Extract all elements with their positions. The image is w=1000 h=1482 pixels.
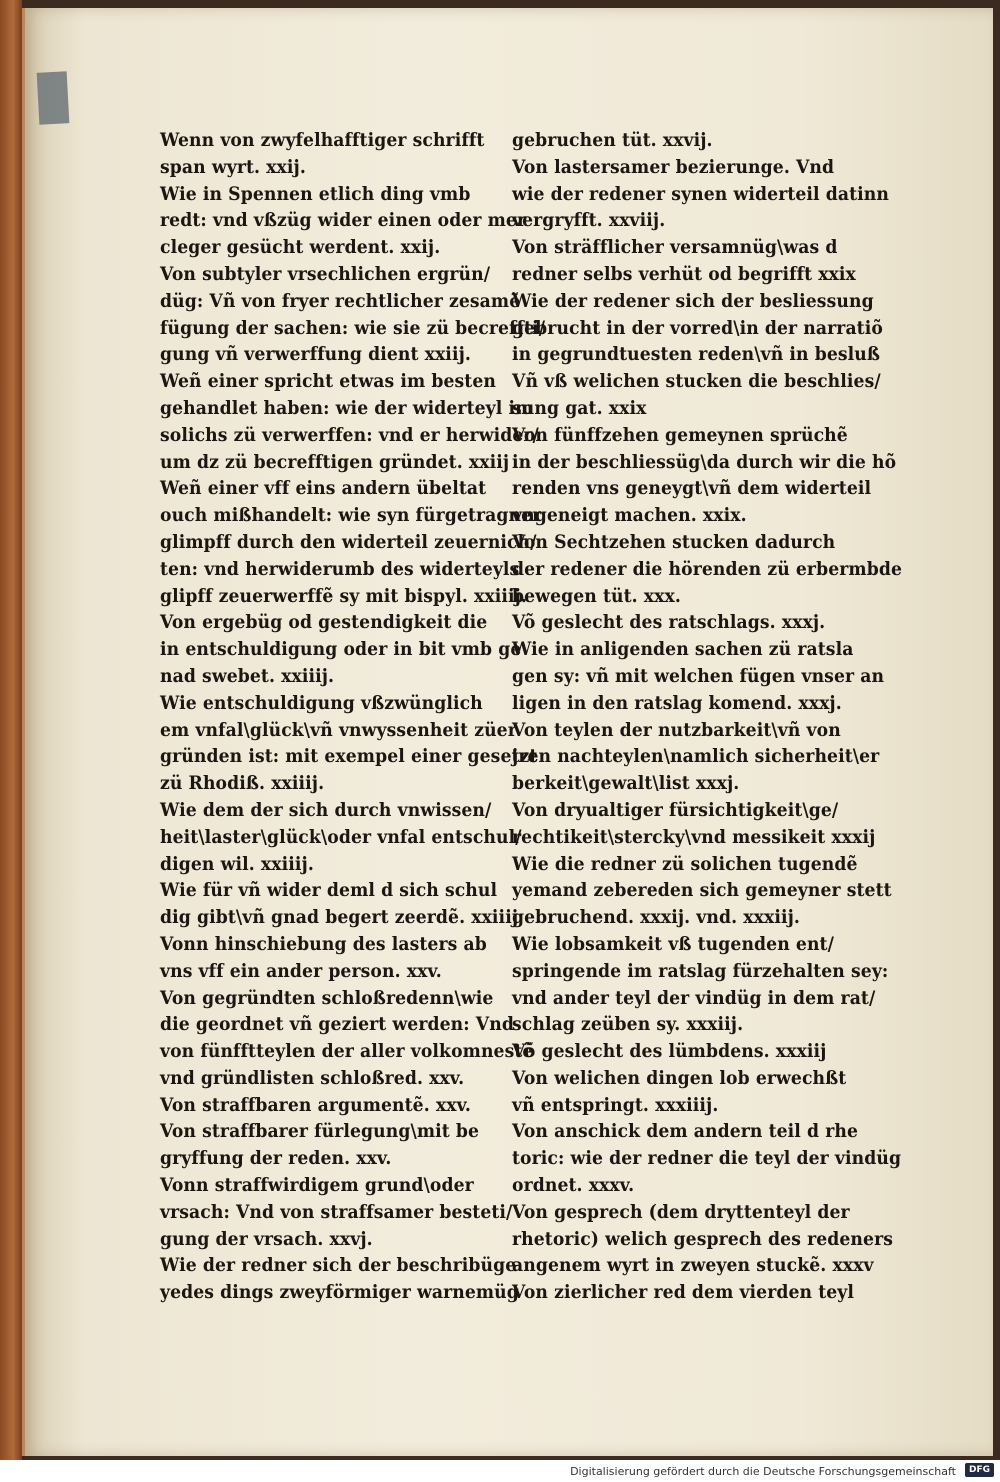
- text-line: die geordnet vñ geziert werden: Vnd: [160, 1014, 514, 1036]
- text-line: Wie der redner sich der beschribüge: [160, 1255, 517, 1277]
- text-line: glimpff durch den widerteil zeuernich/: [160, 531, 537, 553]
- text-line: vngeneigt machen. xxix.: [512, 505, 747, 527]
- text-line: sung gat. xxix: [512, 397, 647, 419]
- footer-credit: Digitalisierung gefördert durch die Deutsche Forschungsgemeinschaft: [570, 1465, 956, 1478]
- text-line: Wie in Spennen etlich ding vmb: [160, 183, 471, 205]
- text-line: berkeit\gewalt\list xxxj.: [512, 773, 740, 795]
- text-line: Wie lobsamkeit vß tugenden ent/: [512, 933, 834, 955]
- text-line: dig gibt\vñ gnad begert zeerdẽ. xxiiij: [160, 907, 519, 929]
- page-footer: [0, 1460, 1000, 1482]
- text-line: glipff zeuerwerffẽ sy mit bispyl. xxiiij.: [160, 585, 528, 607]
- text-line: Vonn straffwirdigem grund\oder: [160, 1175, 474, 1197]
- text-line: Wie für vñ wider deml d sich schul: [160, 880, 498, 902]
- text-line: Von ergebüg od gestendigkeit die: [160, 612, 488, 634]
- text-line: gung vñ verwerffung dient xxiij.: [160, 344, 471, 366]
- text-line: der redener die hörenden zü erbermbde: [512, 558, 902, 580]
- text-line: gebruchen tüt. xxvij.: [512, 130, 713, 151]
- text-line: jren nachteylen\namlich sicherheit\er: [512, 746, 880, 768]
- text-line: Vñ vß welichen stucken die beschlies/: [512, 371, 881, 393]
- text-line: span wyrt. xxij.: [160, 156, 306, 178]
- text-line: Vonn hinschiebung des lasters ab: [160, 933, 487, 955]
- text-line: Von anschick dem andern teil d rhe: [512, 1121, 859, 1143]
- dfg-logo: DFG: [965, 1463, 994, 1477]
- text-line: von fünfftteylen der aller volkomnestẽ: [160, 1041, 534, 1063]
- text-line: Von fünffzehen gemeynen sprüchẽ: [512, 424, 848, 446]
- text-line: Wenn von zwyfelhafftiger schrifft: [160, 130, 485, 151]
- text-line: gebrucht in der vorred\in der narratiõ: [512, 317, 883, 339]
- text-line: Von teylen der nutzbarkeit\vñ von: [512, 719, 841, 741]
- text-line: Von welichen dingen lob erwechßt: [512, 1067, 847, 1089]
- text-line: vnd gründlisten schloßred. xxv.: [160, 1067, 465, 1089]
- text-line: ten: vnd herwiderumb des widerteyls: [160, 558, 520, 580]
- text-line: vnd ander teyl der vindüg in dem rat/: [512, 987, 876, 1009]
- text-line: solichs zü verwerffen: vnd er herwider/: [160, 424, 539, 446]
- text-line: yedes dings zweyförmiger warnemüg: [160, 1282, 519, 1304]
- text-line: nad swebet. xxiiij.: [160, 665, 335, 687]
- text-line: angenem wyrt in zweyen stuckẽ. xxxv: [512, 1255, 874, 1277]
- text-line: gryffung der reden. xxv.: [160, 1148, 392, 1170]
- text-line: düg: Vñ von fryer rechtlicher zesamẽ: [160, 290, 521, 312]
- text-line: Von dryualtiger fürsichtigkeit\ge/: [512, 799, 839, 821]
- text-line: gung der vrsach. xxvj.: [160, 1228, 373, 1250]
- text-line: in gegrundtuesten reden\vñ in besluß: [512, 344, 881, 366]
- text-line: rhetoric) welich gesprech des redeners: [512, 1228, 894, 1250]
- text-line: toric: wie der redner die teyl der vindüg: [512, 1148, 902, 1170]
- right-text-column: [512, 128, 902, 1307]
- text-line: digen wil. xxiiij.: [160, 853, 314, 875]
- text-line: ordnet. xxxv.: [512, 1175, 635, 1197]
- text-line: Weñ einer spricht etwas im besten: [160, 371, 496, 393]
- text-line: schlag zeüben sy. xxxiij.: [512, 1014, 744, 1036]
- text-line: gründen ist: mit exempel einer gesetzt: [160, 746, 538, 768]
- text-line: cleger gesücht werdent. xxij.: [160, 237, 441, 259]
- library-label-patch: [37, 71, 70, 124]
- text-line: Von straffbarer fürlegung\mit be: [160, 1121, 480, 1143]
- text-line: gebruchend. xxxij. vnd. xxxiij.: [512, 907, 801, 929]
- text-line: Von sträfflicher versamnüg\was d: [512, 237, 838, 259]
- text-line: em vnfal\glück\vñ vnwyssenheit züer: [160, 719, 517, 741]
- text-line: wie der redener synen widerteil datinn: [512, 183, 890, 205]
- text-line: gehandlet haben: wie der widerteyl im: [160, 397, 534, 419]
- text-line: Von gesprech (dem dryttenteyl der: [512, 1201, 850, 1223]
- text-line: vergryfft. xxviij.: [512, 210, 666, 232]
- text-line: gen sy: vñ mit welchen fügen vnser an: [512, 665, 885, 687]
- text-line: springende im ratslag fürzehalten sey:: [512, 960, 889, 982]
- text-line: Von Sechtzehen stucken dadurch: [512, 531, 836, 553]
- text-line: bewegen tüt. xxx.: [512, 585, 681, 607]
- text-line: um dz zü becrefftigen gründet. xxiij: [160, 451, 510, 473]
- text-line: vñ entspringt. xxxiiij.: [512, 1094, 719, 1116]
- text-line: ouch mißhandelt: wie syn fürgetragner: [160, 505, 542, 527]
- text-line: redt: vnd vßzüg wider einen oder mer: [160, 210, 527, 232]
- text-line: Wie der redener sich der besliessung: [512, 290, 874, 312]
- text-line: Von zierlicher red dem vierden teyl: [512, 1282, 855, 1304]
- text-line: Võ geslecht des lümbdens. xxxiij: [512, 1041, 827, 1063]
- text-line: Wie die redner zü solichen tugendẽ: [512, 853, 858, 875]
- text-line: fügung der sachen: wie sie zü becreffti/: [160, 317, 546, 339]
- text-line: Von straffbaren argumentẽ. xxv.: [160, 1094, 472, 1116]
- text-line: renden vns geneygt\vñ dem widerteil: [512, 478, 872, 500]
- text-line: in der beschliessüg\da durch wir die hõ: [512, 451, 897, 473]
- text-line: Wie in anligenden sachen zü ratsla: [512, 639, 854, 661]
- text-line: Võ geslecht des ratschlags. xxxj.: [512, 612, 826, 634]
- text-line: Wie dem der sich durch vnwissen/: [160, 799, 492, 821]
- text-line: Von subtyler vrsechlichen ergrün/: [160, 263, 491, 285]
- text-line: Wie entschuldigung vßzwünglich: [160, 692, 483, 714]
- text-line: zü Rhodiß. xxiiij.: [160, 773, 325, 795]
- left-text-column: [160, 128, 546, 1307]
- text-line: in entschuldigung oder in bit vmb ge: [160, 639, 522, 661]
- text-line: heit\laster\glück\oder vnfal entschul/: [160, 826, 522, 848]
- text-line: Weñ einer vff eins andern übeltat: [160, 478, 487, 500]
- text-line: ligen in den ratslag komend. xxxj.: [512, 692, 842, 714]
- book-binding-edge: [0, 0, 22, 1460]
- text-line: Von lastersamer bezierunge. Vnd: [512, 156, 835, 178]
- text-line: Von gegründten schloßredenn\wie: [160, 987, 494, 1009]
- text-line: rechtikeit\stercky\vnd messikeit xxxij: [512, 826, 876, 848]
- text-line: yemand zebereden sich gemeyner stett: [512, 880, 892, 902]
- text-line: vrsach: Vnd von straffsamer besteti/: [160, 1201, 513, 1223]
- text-line: vns vff ein ander person. xxv.: [160, 960, 442, 982]
- text-line: redner selbs verhüt od begrifft xxix: [512, 263, 856, 285]
